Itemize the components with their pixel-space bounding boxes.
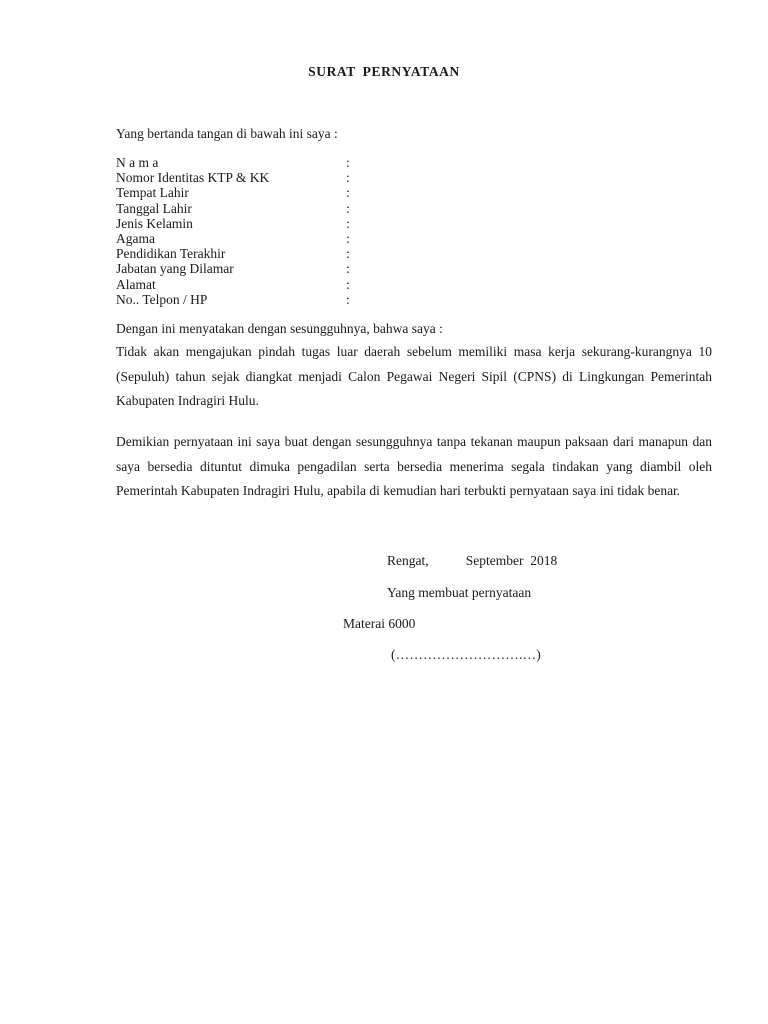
statement-paragraph: Tidak akan mengajukan pindah tugas luar daerah sebelum memiliki masa kerja sekurang-kurangnya 10 (Sepuluh) tahun sejak diangkat menjadi Calon Pegawai Negeri Sipil (CPNS) di Lingkungan Pemerintah Kabupaten Indragiri Hulu. (116, 344, 712, 408)
field-label: N a m a (116, 155, 159, 170)
field-row-telpon (116, 292, 376, 307)
field-colon: : (346, 170, 350, 186)
field-colon: : (346, 276, 350, 292)
field-label: Tanggal Lahir (116, 200, 192, 216)
document-title: SURAT PERNYATAAN (308, 64, 460, 79)
field-row-jenis-kelamin (116, 216, 376, 231)
field-row-tanggal-lahir (116, 201, 376, 216)
field-label: Agama (116, 230, 155, 246)
field-row-tempat-lahir (116, 185, 376, 200)
field-label: Tempat Lahir (116, 185, 189, 201)
field-row-nomor-identitas (116, 170, 376, 185)
signature-stamp-label: Materai 6000 (343, 616, 416, 631)
field-colon: : (346, 185, 350, 201)
field-colon: : (346, 261, 350, 277)
field-row-pendidikan (116, 246, 376, 261)
statement-intro: Dengan ini menyatakan dengan sesungguhnya, bahwa saya : (116, 321, 443, 336)
field-colon: : (346, 291, 350, 307)
field-label: Jabatan yang Dilamar (116, 261, 234, 277)
field-colon: : (346, 200, 350, 216)
field-row-jabatan (116, 261, 376, 276)
field-label: Pendidikan Terakhir (116, 246, 226, 262)
field-row-alamat (116, 277, 376, 292)
field-row-nama (116, 155, 376, 170)
signature-place-date: Rengat, September 2018 (387, 553, 558, 568)
field-colon: : (346, 230, 350, 246)
field-colon: : (346, 215, 350, 231)
identity-fields (116, 155, 376, 307)
field-row-agama (116, 231, 376, 246)
signature-name-line: (……………………….…) (391, 647, 541, 662)
field-colon: : (346, 246, 350, 262)
field-label: No.. Telpon / HP (116, 291, 208, 307)
field-colon: : (346, 155, 350, 170)
closing-paragraph: Demikian pernyataan ini saya buat dengan sesungguhnya tanpa tekanan maupun paksaan dari manapun dan saya bersedia dituntut dimuka pengadilan serta bersedia menerima segala tindakan yang diambil oleh Pemerintah Kabupaten Indragiri Hulu, apabila di kemudian hari terbukti pernyataan saya ini tidak benar. (116, 434, 712, 498)
field-label: Nomor Identitas KTP & KK (116, 170, 270, 186)
field-label: Jenis Kelamin (116, 215, 193, 231)
signature-maker-label: Yang membuat pernyataan (387, 585, 532, 600)
intro-text: Yang bertanda tangan di bawah ini saya : (116, 126, 338, 141)
field-label: Alamat (116, 276, 156, 292)
